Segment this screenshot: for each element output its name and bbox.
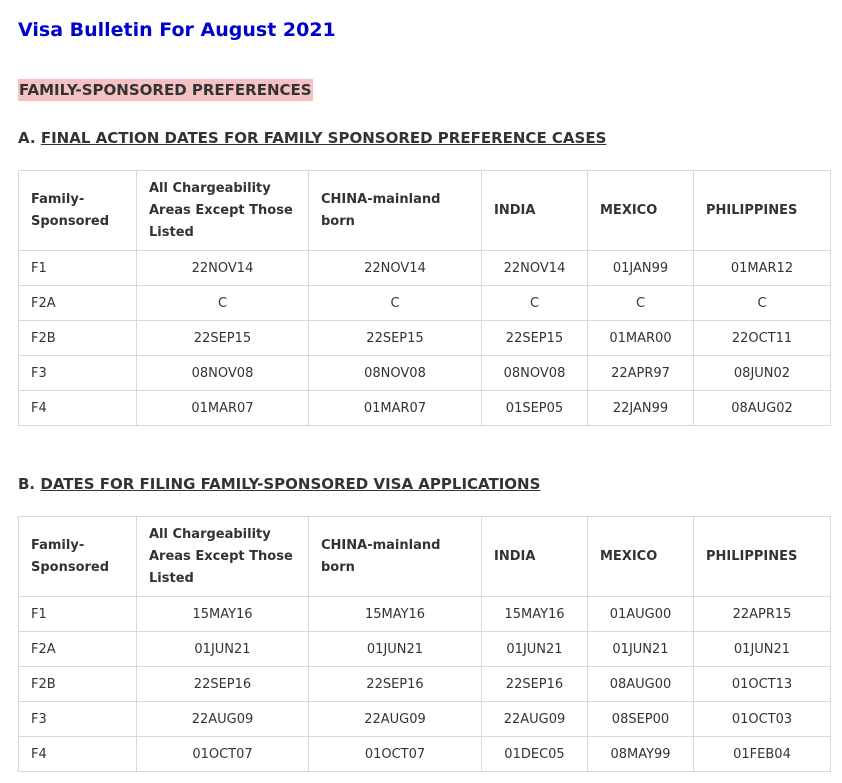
header-china: CHINA-mainland born: [309, 171, 482, 251]
date-cell: 15MAY16: [137, 597, 309, 632]
date-cell: 22SEP15: [309, 321, 482, 356]
category-cell: F4: [19, 737, 137, 772]
date-cell: 22AUG09: [309, 702, 482, 737]
category-cell: F4: [19, 391, 137, 426]
table-header-row: [19, 171, 831, 251]
date-cell: 01JUN21: [137, 632, 309, 667]
category-cell: F2B: [19, 321, 137, 356]
date-cell: 01MAR07: [309, 391, 482, 426]
date-cell: C: [137, 286, 309, 321]
header-mexico: MEXICO: [588, 517, 694, 597]
date-cell: 01JUN21: [482, 632, 588, 667]
header-philippines: PHILIPPINES: [694, 517, 831, 597]
header-india: INDIA: [482, 517, 588, 597]
date-cell: 01AUG00: [588, 597, 694, 632]
date-cell: 01SEP05: [482, 391, 588, 426]
date-cell: 22SEP16: [309, 667, 482, 702]
header-family-sponsored: Family-Sponsored: [19, 517, 137, 597]
date-cell: 01JAN99: [588, 251, 694, 286]
date-cell: 22OCT11: [694, 321, 831, 356]
date-cell: 08JUN02: [694, 356, 831, 391]
category-cell: F2A: [19, 632, 137, 667]
final-action-table: [18, 170, 831, 426]
date-cell: 08AUG00: [588, 667, 694, 702]
date-cell: C: [588, 286, 694, 321]
date-cell: 22NOV14: [482, 251, 588, 286]
category-cell: F1: [19, 597, 137, 632]
date-cell: 08AUG02: [694, 391, 831, 426]
header-all-chargeability: All Chargeability Areas Except Those Listed: [137, 171, 309, 251]
table-row: [19, 286, 831, 321]
category-cell: F3: [19, 356, 137, 391]
date-cell: 01JUN21: [588, 632, 694, 667]
table-row: [19, 251, 831, 286]
page-title: Visa Bulletin For August 2021: [18, 19, 336, 41]
category-cell: F2A: [19, 286, 137, 321]
date-cell: C: [482, 286, 588, 321]
date-cell: 22NOV14: [309, 251, 482, 286]
header-china: CHINA-mainland born: [309, 517, 482, 597]
date-cell: 22SEP15: [482, 321, 588, 356]
category-cell: F2B: [19, 667, 137, 702]
table-row: [19, 667, 831, 702]
header-india: INDIA: [482, 171, 588, 251]
header-family-sponsored: Family-Sponsored: [19, 171, 137, 251]
date-cell: 22SEP16: [137, 667, 309, 702]
date-cell: 15MAY16: [482, 597, 588, 632]
filing-table: [18, 516, 831, 772]
final-action-heading: [18, 128, 606, 148]
date-cell: 15MAY16: [309, 597, 482, 632]
date-cell: 22APR97: [588, 356, 694, 391]
filing-heading: [18, 474, 540, 494]
final-action-title: FINAL ACTION DATES FOR FAMILY SPONSORED PREFERENCE CASES: [40, 129, 607, 147]
date-cell: 08NOV08: [482, 356, 588, 391]
date-cell: 01OCT03: [694, 702, 831, 737]
date-cell: 22SEP16: [482, 667, 588, 702]
category-cell: F3: [19, 702, 137, 737]
date-cell: 01MAR00: [588, 321, 694, 356]
table-header-row: [19, 517, 831, 597]
filing-title: DATES FOR FILING FAMILY-SPONSORED VISA APPLICATIONS: [40, 475, 541, 493]
date-cell: C: [309, 286, 482, 321]
date-cell: 01JUN21: [309, 632, 482, 667]
table-row: [19, 702, 831, 737]
date-cell: 01JUN21: [694, 632, 831, 667]
date-cell: 22SEP15: [137, 321, 309, 356]
date-cell: 08NOV08: [137, 356, 309, 391]
date-cell: 08NOV08: [309, 356, 482, 391]
table-row: [19, 737, 831, 772]
header-all-chargeability: All Chargeability Areas Except Those Listed: [137, 517, 309, 597]
header-mexico: MEXICO: [588, 171, 694, 251]
category-cell: F1: [19, 251, 137, 286]
date-cell: 22JAN99: [588, 391, 694, 426]
date-cell: 22APR15: [694, 597, 831, 632]
header-philippines: PHILIPPINES: [694, 171, 831, 251]
final-action-prefix: A.: [18, 129, 36, 147]
date-cell: 08MAY99: [588, 737, 694, 772]
date-cell: 01DEC05: [482, 737, 588, 772]
table-row: [19, 597, 831, 632]
date-cell: C: [694, 286, 831, 321]
table-row: [19, 321, 831, 356]
date-cell: 22AUG09: [137, 702, 309, 737]
date-cell: 01FEB04: [694, 737, 831, 772]
table-row: [19, 356, 831, 391]
date-cell: 22AUG09: [482, 702, 588, 737]
date-cell: 01MAR07: [137, 391, 309, 426]
date-cell: 01OCT07: [137, 737, 309, 772]
date-cell: 01OCT13: [694, 667, 831, 702]
filing-prefix: B.: [18, 475, 36, 493]
date-cell: 08SEP00: [588, 702, 694, 737]
section-heading: FAMILY-SPONSORED PREFERENCES: [19, 81, 312, 99]
date-cell: 01MAR12: [694, 251, 831, 286]
date-cell: 22NOV14: [137, 251, 309, 286]
table-row: [19, 632, 831, 667]
date-cell: 01OCT07: [309, 737, 482, 772]
table-row: [19, 391, 831, 426]
